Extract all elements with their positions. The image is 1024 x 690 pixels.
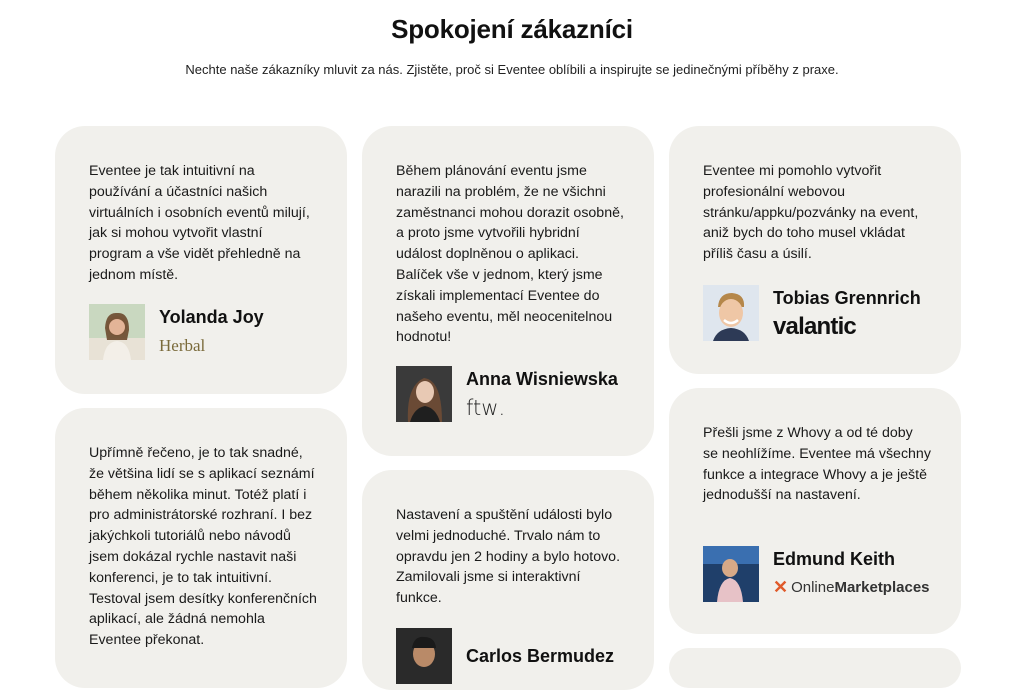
testimonial-card: [669, 648, 961, 688]
testimonial-card: [362, 126, 654, 456]
company-logo: Herbal: [159, 335, 206, 355]
testimonial-author: [396, 628, 614, 684]
page-subtitle: Nechte naše zákazníky mluvit za nás. Zjistěte, proč si Eventee oblíbili a inspirujte se jedinečnými příběhy z praxe.: [185, 62, 839, 77]
author-name: Anna Wisniewska: [466, 368, 618, 389]
testimonial-author: [396, 366, 618, 422]
marketplaces-logo-icon: ✕: [773, 577, 789, 597]
testimonial-quote: Upřímně řečeno, je to tak snadné, že většina lidí se s aplikací seznámí během několika minut. Totéž platí i pro administrátorské rozhraní. I bez jakýchkoli tutoriálů nebo návodů jsem dokázal rychle nastavit naši konferenci, je to tak intuitivní. Testoval jsem desítky konferenčních aplikací, ale žádná nemohla Eventee překonat.: [89, 445, 317, 649]
author-name: Tobias Grennrich: [773, 287, 921, 308]
testimonial-card: [669, 388, 961, 634]
testimonial-quote: Eventee mi pomohlo vytvořit profesionální webovou stránku/appku/pozvánky na event, aniž bych do toho musel vkládat příliš času a úsilí.: [703, 163, 919, 263]
company-logo: valantic: [773, 312, 856, 340]
testimonial-card: [669, 126, 961, 374]
avatar: [703, 285, 759, 341]
author-name: Yolanda Joy: [159, 306, 264, 327]
company-logo: ftw .: [466, 395, 506, 420]
author-name: Edmund Keith: [773, 548, 895, 569]
testimonial-card: [55, 126, 347, 394]
avatar: [396, 366, 452, 422]
testimonial-author: [703, 285, 921, 341]
avatar: [396, 628, 452, 684]
avatar: [703, 546, 759, 602]
company-logo: ✕ Online Marketplaces: [773, 577, 930, 597]
testimonial-quote: Nastavení a spuštění události bylo velmi jednoduché. Trvalo nám to opravdu jen 2 hodiny a bylo hotovo. Zamilovali jsme si interaktivní funkce.: [396, 507, 621, 607]
testimonial-quote: Přešli jsme z Whovy a od té doby se neohlížíme. Eventee má všechny funkce a integrace Whovy a je ještě jednodušší na nastavení.: [703, 425, 931, 504]
testimonial-card: [362, 470, 654, 690]
testimonial-card: [55, 408, 347, 688]
testimonial-quote: Eventee je tak intuitivní na používání a účastníci našich virtuálních i osobních eventů milují, jak si mohou vytvořit vlastní program a vše vidět přehledně na jednom místě.: [89, 163, 310, 283]
testimonial-author: [89, 304, 264, 360]
testimonial-quote: Během plánování eventu jsme narazili na problém, že ne všichni zaměstnanci mohou dorazit osobně, a proto jsme vytvořili hybridní událost doplněnou o aplikaci. Balíček vše v jednom, který jsme získali implementací Eventee do našeho eventu, měl neocenitelnou hodnotu!: [396, 163, 624, 346]
page-title: Spokojení zákazníci: [391, 14, 633, 44]
author-name: Carlos Bermudez: [466, 645, 615, 666]
testimonial-author: [703, 546, 930, 602]
avatar: [89, 304, 145, 360]
